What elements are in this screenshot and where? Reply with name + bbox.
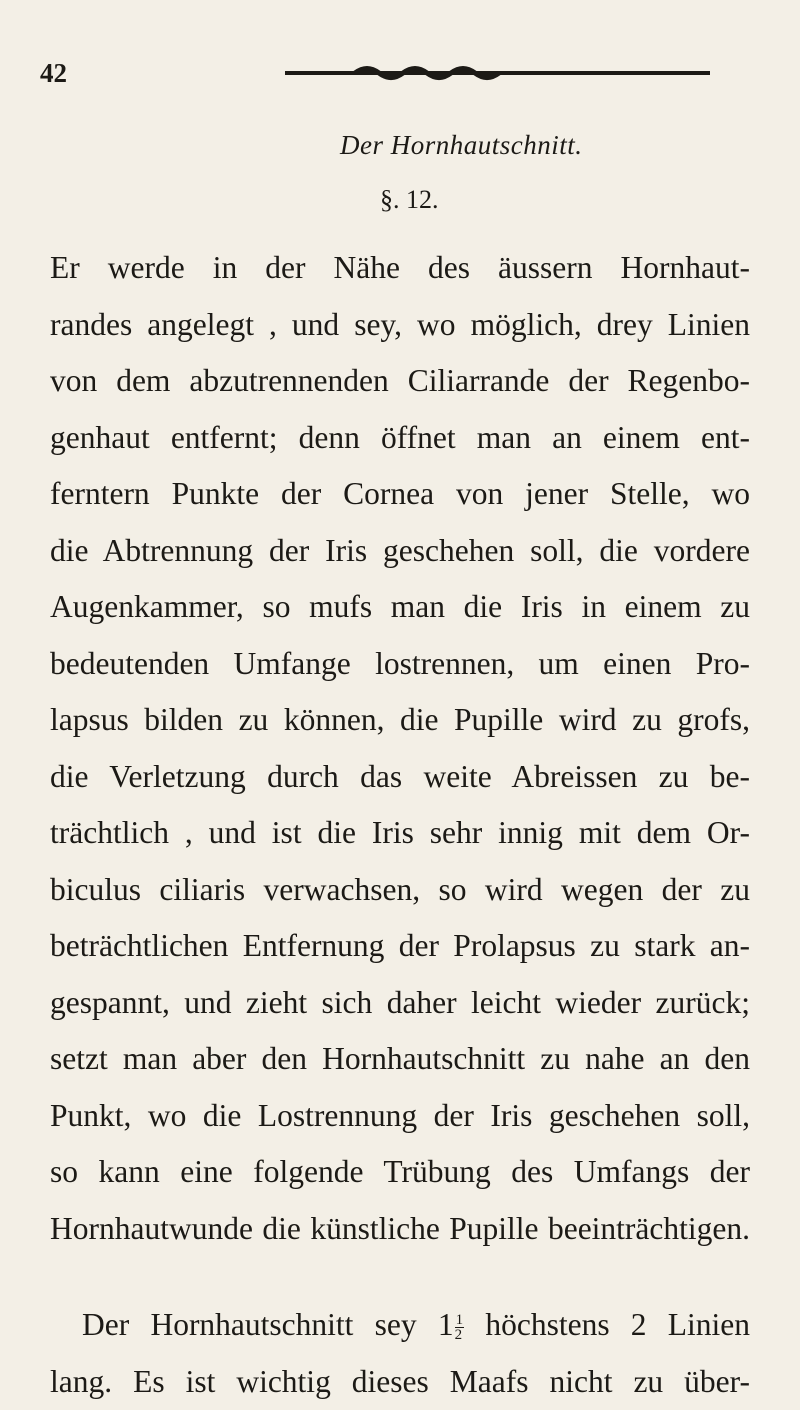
- text-line: gespannt, und zieht sich daher leicht wieder zurück;: [50, 975, 750, 1032]
- text-segment: höchstens 2 Linien: [485, 1307, 750, 1342]
- text-line: die Verletzung durch das weite Abreissen zu be-: [50, 749, 750, 806]
- text-line: Augenkammer, so mufs man die Iris in einem zu: [50, 579, 750, 636]
- header-ornament-rule: [285, 64, 710, 82]
- text-line: Punkt, wo die Lostrennung der Iris geschehen soll,: [50, 1088, 750, 1145]
- text-line: Er werde in der Nähe des äussern Hornhaut-: [50, 240, 750, 297]
- fraction-denominator: 2: [455, 1328, 465, 1342]
- text-line: lang. Es ist wichtig dieses Maafs nicht zu über-: [50, 1354, 750, 1410]
- text-line: genhaut entfernt; denn öffnet man an einem ent-: [50, 410, 750, 467]
- text-line: Hornhautwunde die künstliche Pupille beeinträchtigen.: [50, 1201, 750, 1258]
- text-line: lapsus bilden zu können, die Pupille wird zu grofs,: [50, 692, 750, 749]
- text-line: trächtlich , und ist die Iris sehr innig mit dem Or-: [50, 805, 750, 862]
- text-line: so kann eine folgende Trübung des Umfangs der: [50, 1144, 750, 1201]
- text-line: setzt man aber den Hornhautschnitt zu nahe an den: [50, 1031, 750, 1088]
- text-line: bedeutenden Umfange lostrennen, um einen Pro-: [50, 636, 750, 693]
- paragraph-gap: [50, 1257, 750, 1297]
- text-line: von dem abzutrennenden Ciliarrande der Regenbo-: [50, 353, 750, 410]
- text-line: die Abtrennung der Iris geschehen soll, die vordere: [50, 523, 750, 580]
- section-heading: §. 12.: [380, 185, 439, 215]
- text-segment: Der Hornhautschnitt sey 1: [82, 1307, 454, 1342]
- page-number: 42: [40, 58, 67, 88]
- text-line: randes angelegt , und sey, wo möglich, drey Linien: [50, 297, 750, 354]
- fraction-one-half: [455, 1313, 465, 1342]
- body-text: [50, 240, 750, 1410]
- fraction-numerator: 1: [455, 1313, 465, 1328]
- text-line: ferntern Punkte der Cornea von jener Stelle, wo: [50, 466, 750, 523]
- text-line: beträchtlichen Entfernung der Prolapsus zu stark an-: [50, 918, 750, 975]
- text-line: biculus ciliaris verwachsen, so wird wegen der zu: [50, 862, 750, 919]
- text-line-with-fraction: [50, 1297, 750, 1354]
- running-title: Der Hornhautschnitt.: [340, 130, 583, 160]
